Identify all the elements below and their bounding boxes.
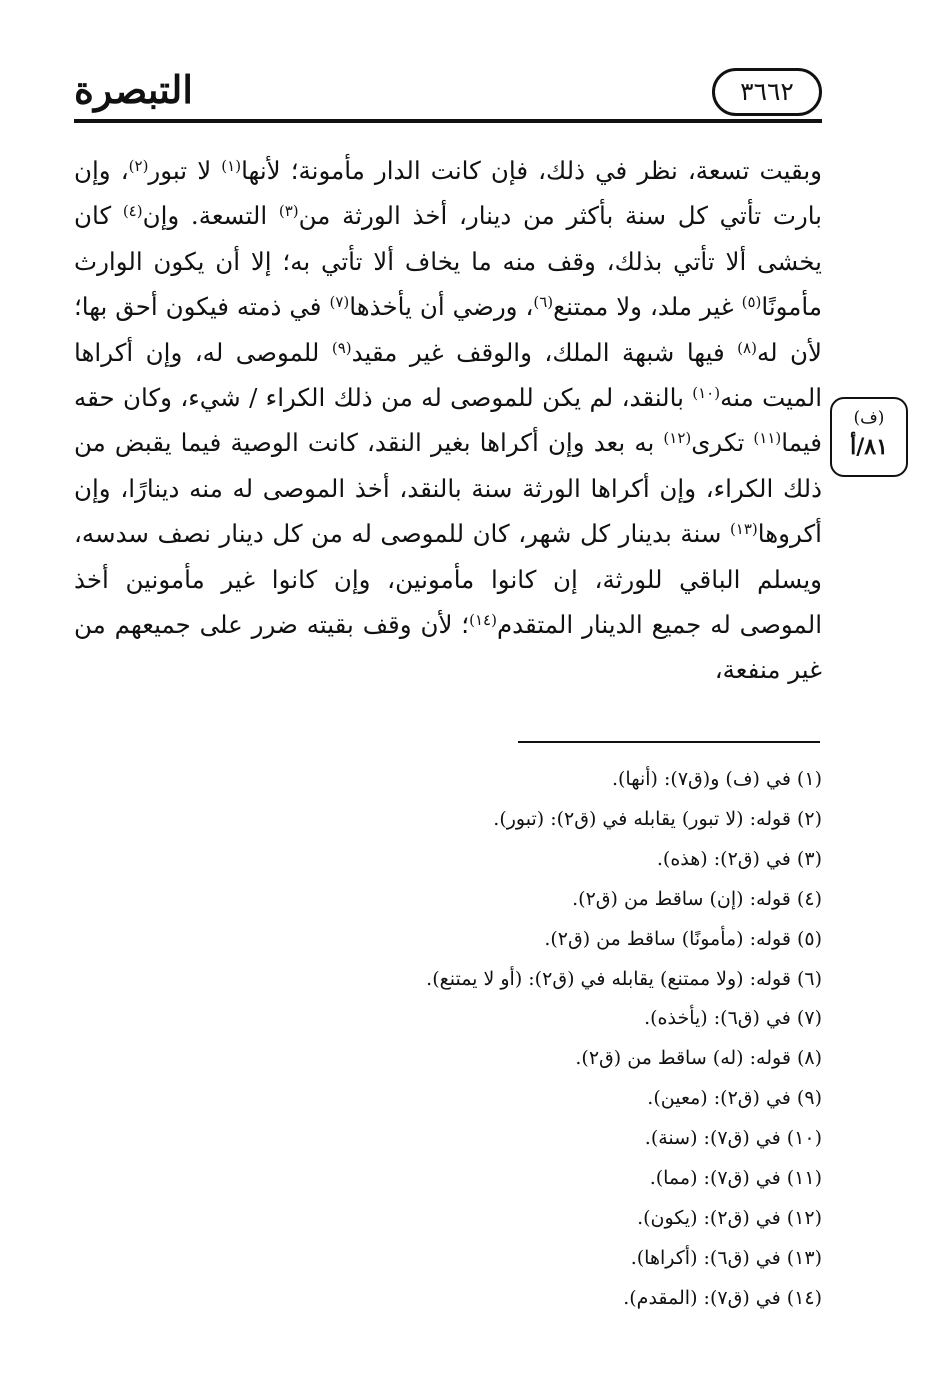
main-text — [74, 148, 822, 693]
text-segment: سنة بدينار كل شهر، كان للموصى له من كل دينار نصف سدسه، ويسلم الباقي للورثة، إن كانوا مأمونين، وإن كانوا غير مأمونين أخذ الموصى له جميع الدينار المتقدم — [74, 519, 822, 640]
footnote-marker: (٥) — [741, 293, 762, 312]
footnote: (١٢) في (ق٢): (يكون). — [637, 1206, 822, 1229]
body-paragraph — [74, 148, 822, 693]
footnote: (٨) قوله: (له) ساقط من (ق٢). — [575, 1047, 822, 1070]
manuscript-folio-note — [830, 397, 908, 477]
text-segment: تكرى — [691, 428, 754, 458]
text-segment: التسعة. وإن — [142, 201, 279, 231]
text-segment: بالنقد، لم يكن للموصى له من ذلك الكراء / شيء، وكان حقه فيما — [74, 383, 822, 458]
header-rule — [74, 119, 822, 123]
footnote: (١٤) في (ق٧): (المقدم). — [623, 1286, 822, 1309]
text-segment: في ذمته فيكون أحق بها؛ لأن له — [74, 292, 822, 367]
footnote-marker: (١٤) — [469, 611, 497, 630]
footnote-marker: (٤) — [122, 202, 143, 221]
text-segment: وبقيت تسعة، نظر في ذلك، فإن كانت الدار مأمونة؛ لأنها — [241, 156, 823, 185]
footnote-marker: (١٠) — [692, 384, 721, 403]
footnote-separator — [518, 741, 820, 743]
text-segment: غير ملد، ولا ممتنع — [553, 292, 742, 322]
book-title: التبصرة — [74, 67, 193, 112]
footnotes-list — [74, 760, 822, 1319]
footnote: (٩) في (ق٢): (معين). — [647, 1087, 822, 1110]
footnote-marker: (١٣) — [729, 520, 758, 539]
text-segment: ، ورضي أن يأخذها — [349, 292, 534, 322]
footnote: (٥) قوله: (مأمونًا) ساقط من (ق٢). — [544, 927, 822, 950]
footnote-marker: (٨) — [737, 338, 757, 357]
footnote-marker: (٩) — [331, 338, 352, 357]
text-segment: ، وإن بارت تأتي كل سنة بأكثر من دينار، أخذ الورثة من — [74, 156, 822, 231]
manuscript-siglum: (ف) — [853, 408, 885, 428]
footnote-marker: (١٢) — [663, 429, 692, 448]
text-segment: فيها شبهة الملك، والوقف غير مقيد — [351, 337, 738, 367]
footnote: (٦) قوله: (ولا ممتنع) يقابله في (ق٢): (أو لا يمتنع). — [426, 967, 822, 990]
footnote: (١١) في (ق٧): (مما). — [649, 1167, 822, 1190]
footnote: (٢) قوله: (لا تبور) يقابله في (ق٢): (تبور). — [493, 807, 822, 830]
page-header — [74, 62, 822, 124]
text-segment: به بعد وإن أكراها بغير النقد، كانت الوصية فيما يقبض من ذلك الكراء، وإن أكراها الورثة سنة بالنقد، أخذ الموصى له منه دينارًا، وإن أكروها — [74, 428, 822, 549]
text-segment: كان يخشى ألا تأتي بذلك، وقف منه ما يخاف ألا تأتي به؛ إلا أن يكون الوارث مأمونًا — [74, 201, 823, 322]
text-segment: للموصى له، وإن أكراها الميت منه — [74, 337, 823, 413]
folio-number: ٨١/أ — [850, 434, 888, 460]
footnote-marker: (٧) — [329, 293, 350, 312]
footnote-marker: (٢) — [128, 157, 149, 175]
footnote-marker: (١١) — [753, 429, 782, 448]
footnote-marker: (١) — [221, 157, 242, 175]
page-number: ٣٦٦٢ — [712, 68, 822, 116]
footnote: (١٣) في (ق٦): (أكراها). — [630, 1246, 822, 1269]
footnote-marker: (٣) — [278, 202, 299, 221]
footnote: (٣) في (ق٢): (هذه). — [656, 847, 822, 870]
footnote: (١) في (ف) و(ق٧): (أنها). — [611, 768, 822, 790]
footnote: (٧) في (ق٦): (يأخذه). — [644, 1007, 822, 1030]
footnote-marker: (٦) — [533, 293, 554, 312]
footnote: (١٠) في (ق٧): (سنة). — [644, 1127, 822, 1150]
text-segment: لا تبور — [148, 156, 222, 185]
footnote: (٤) قوله: (إن) ساقط من (ق٢). — [572, 887, 822, 910]
text-segment: ؛ لأن وقف بقيته ضرر على جميعهم من غير منفعة، — [74, 610, 822, 685]
